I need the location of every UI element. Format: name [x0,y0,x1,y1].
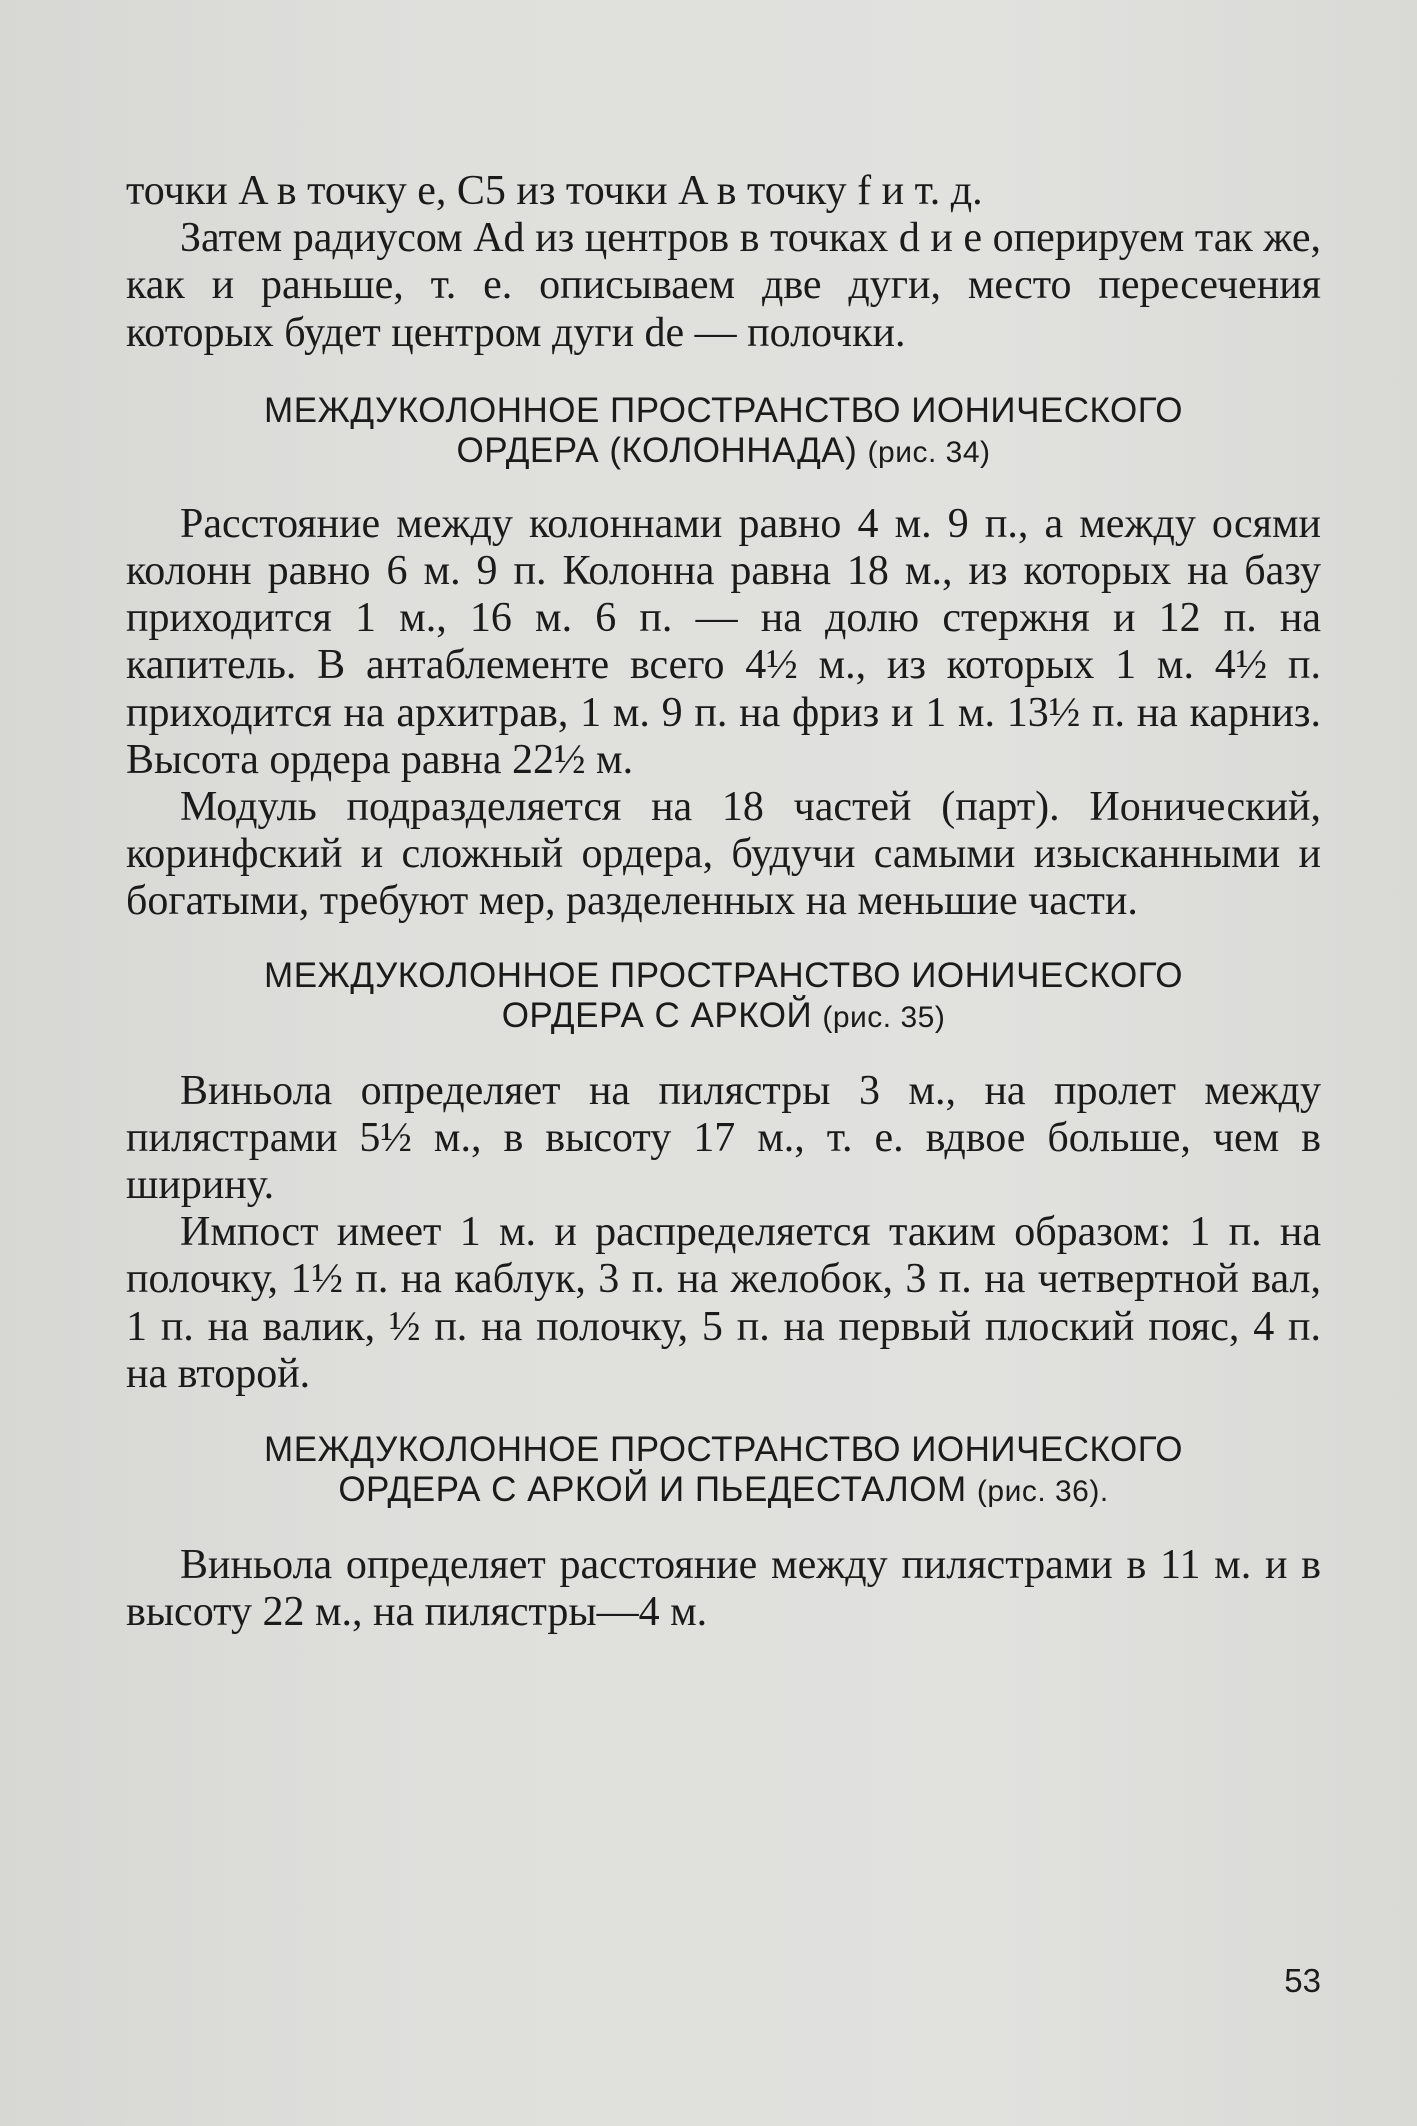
paragraph-pedestal-spacing: Виньола определяет расстояние между пилястрами в 11 м. и в высоту 22 м., на пилястры—4 м. [126,1542,1321,1636]
page-number: 53 [1284,1962,1321,1999]
paragraph-pilasters: Виньола определяет на пилястры 3 м., на пролет между пилястрами 5½ м., в высоту 17 м., т. е. вдвое больше, чем в ширину. [126,1067,1321,1209]
heading-line-2: ОРДЕРА С АРКОЙ [501,995,813,1035]
heading-line-1: МЕЖДУКОЛОННОЕ ПРОСТРАНСТВО ИОНИЧЕСКОГО [264,390,1183,430]
heading-line-1: МЕЖДУКОЛОННОЕ ПРОСТРАНСТВО ИОНИЧЕСКОГО [264,1430,1183,1470]
paragraph-module: Модуль подразделяется на 18 частей (парт). Ионический, коринфский и сложный ордера, будучи самыми изысканными и богатыми, требуют мер, разделенных на меньшие части. [126,784,1321,925]
heading-line-1: МЕЖДУКОЛОННОЕ ПРОСТРАНСТВО ИОНИЧЕСКОГО [264,955,1183,995]
figure-ref: (рис. 36). [976,1475,1109,1509]
section-heading-colonnade [126,391,1321,473]
section-heading-arcade [126,956,1321,1038]
figure-ref: (рис. 35) [822,1000,946,1034]
paragraph-impost: Импост имеет 1 м. и распределяется таким образом: 1 п. на полочку, 1½ п. на каблук, 3 п. на желобок, 3 п. на четвертной вал, 1 п. на валик, ½ п. на полочку, 5 п. на первый плоский пояс, 4 п. на второй. [126,1209,1321,1397]
heading-line-2: ОРДЕРА С АРКОЙ И ПЬЕДЕСТАЛОМ [338,1470,967,1510]
page-body [126,168,1321,1636]
paragraph-arc-construction: Затем радиусом Ad из центров в точках d и e оперируем так же, как и раньше, т. е. описываем две дуги, место пересечения которых будет центром дуги de — полочки. [126,215,1321,356]
heading-line-2: ОРДЕРА (КОЛОННАДА) [456,430,858,470]
paragraph-continuation: точки A в точку e, C5 из точки A в точку f и т. д. [126,168,983,214]
figure-ref: (рис. 34) [867,435,991,469]
section-heading-arcade-pedestal [126,1430,1321,1512]
paragraph-column-spacing: Расстояние между колоннами равно 4 м. 9 п., а между осями колонн равно 6 м. 9 п. Колонна равна 18 м., из которых на базу приходится 1 м., 16 м. 6 п. — на долю стержня и 12 п. на капитель. В антаблементе всего 4½ м., из которых 1 м. 4½ п. приходится на архитрав, 1 м. 9 п. на фриз и 1 м. 13½ п. на карниз. Высота ордера равна 22½ м. [126,500,1321,783]
